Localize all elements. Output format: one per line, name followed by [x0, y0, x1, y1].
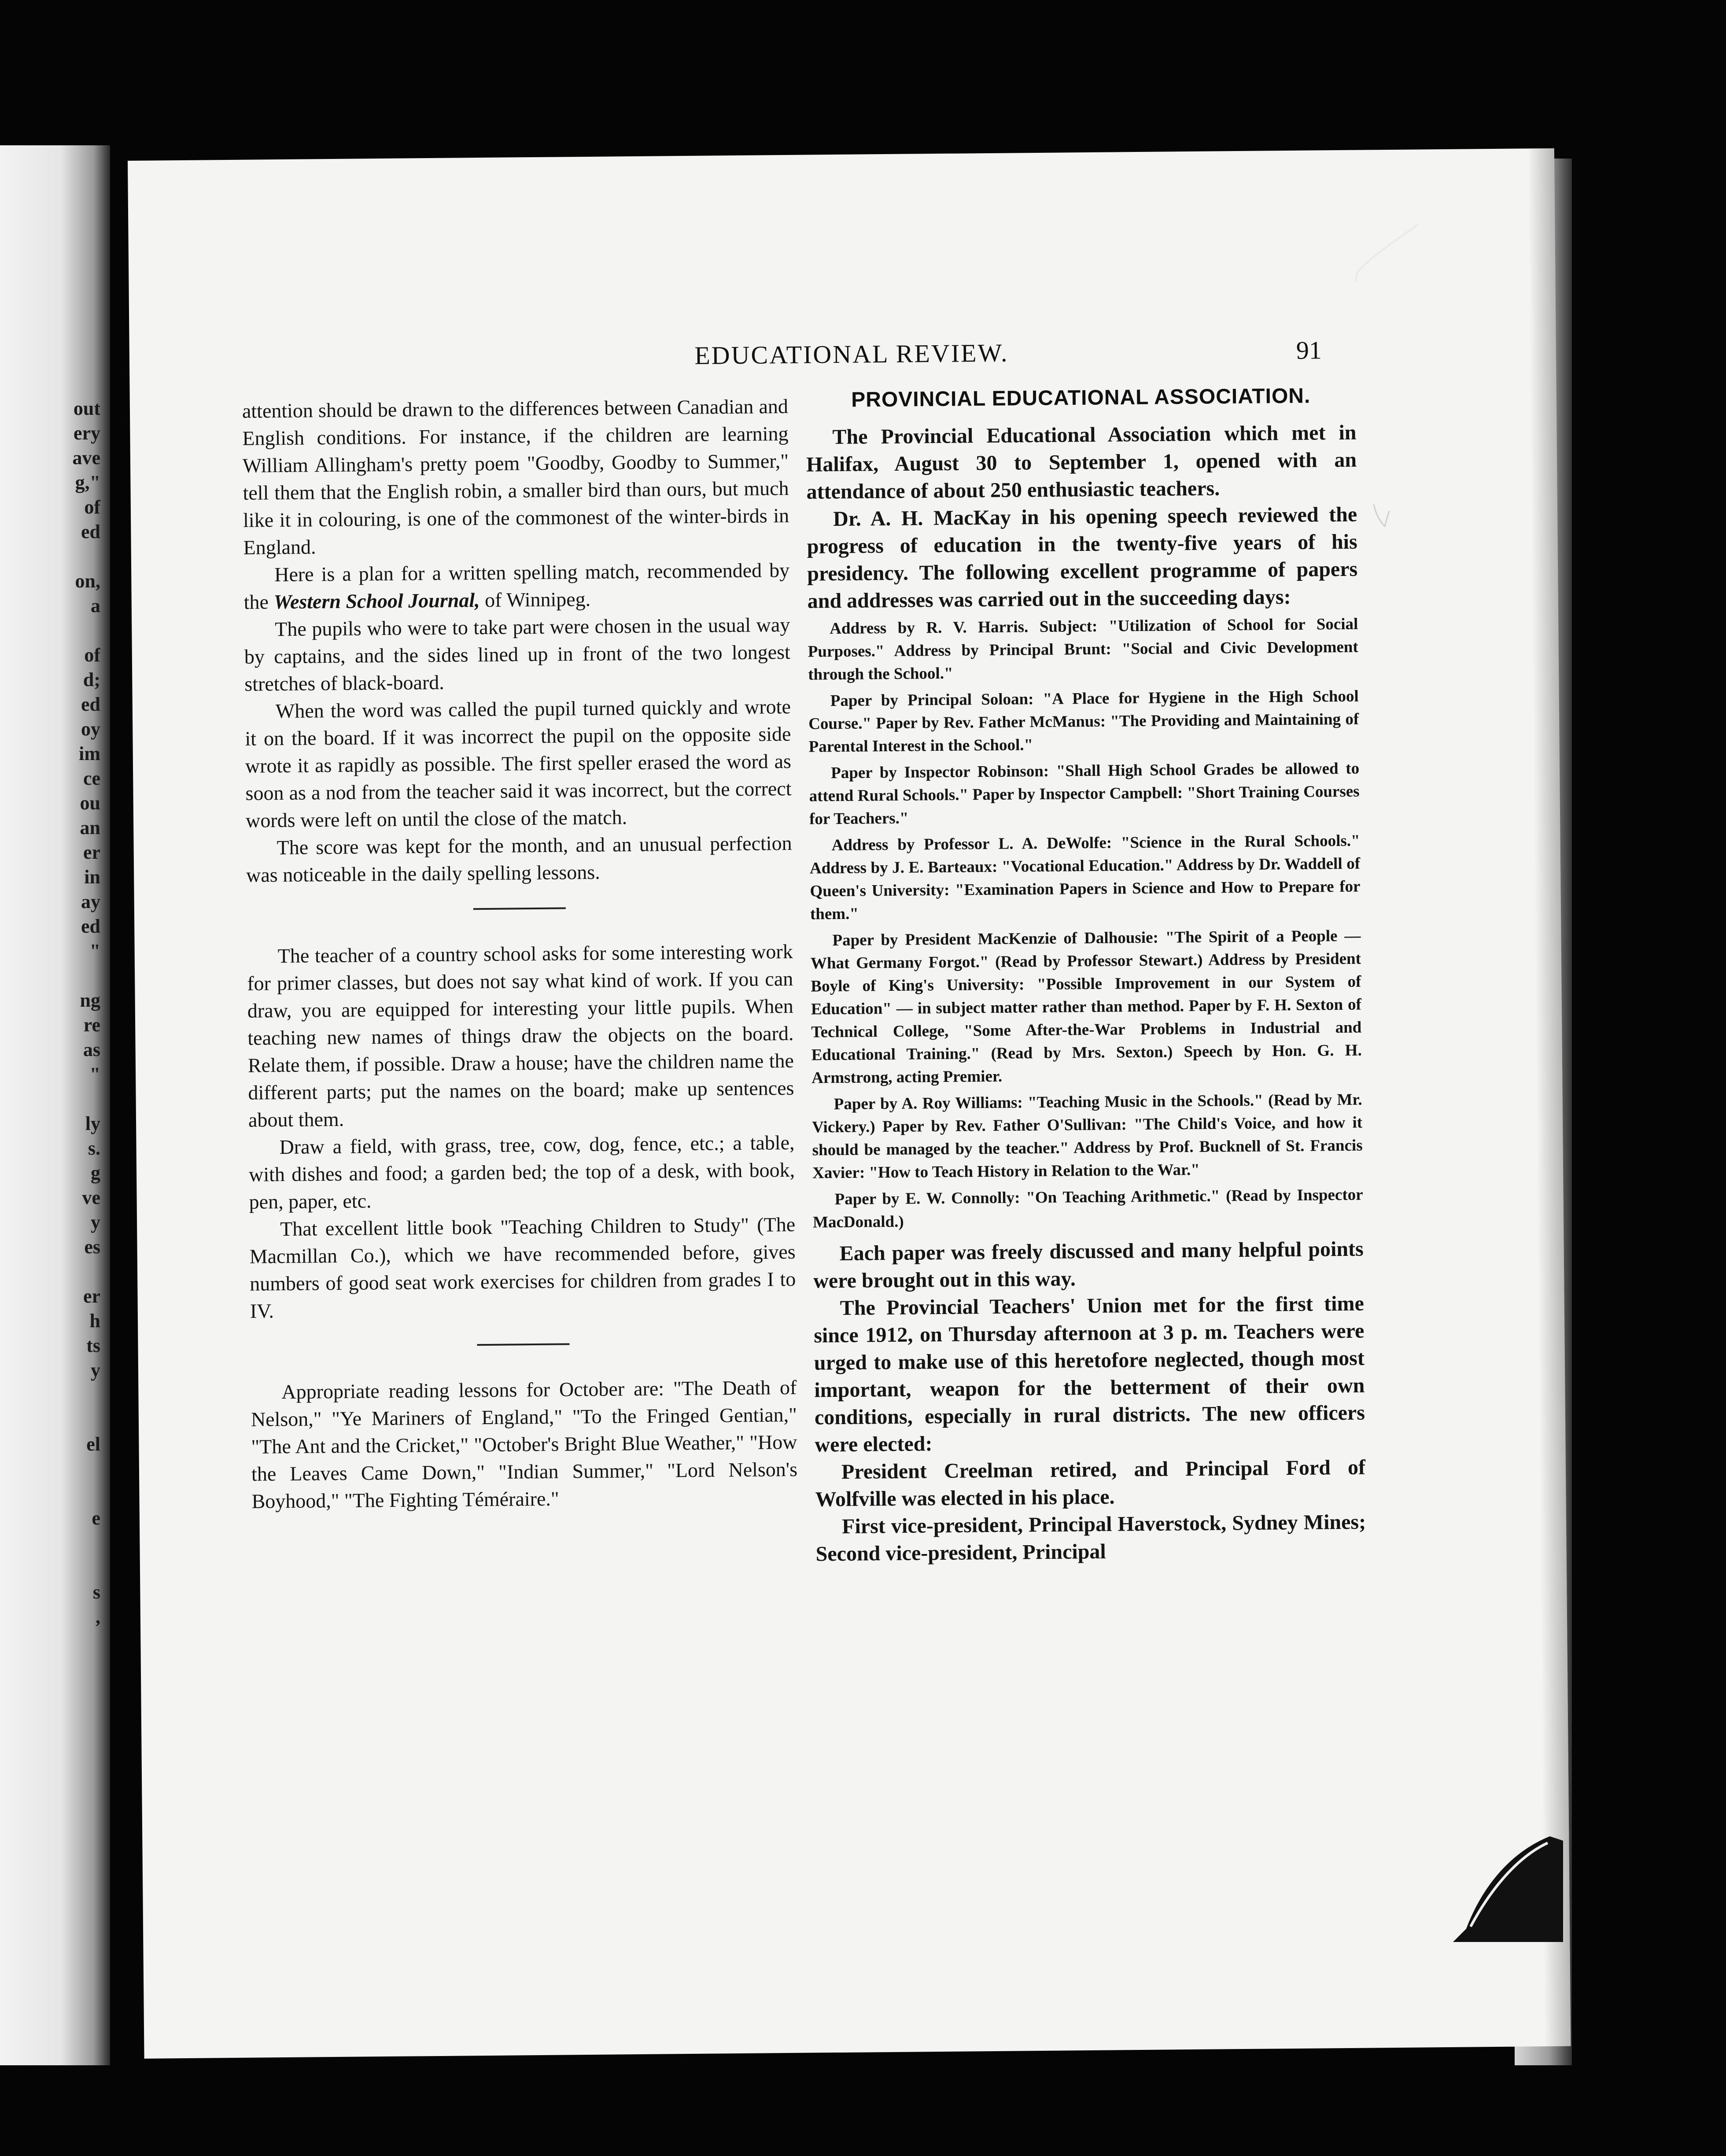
programme-item: Paper by E. W. Connolly: "On Teaching Arithmetic." (Read by Inspector MacDonald.)	[812, 1185, 1363, 1232]
facing-page-fragment: in	[84, 866, 100, 888]
facing-page-fragment: ts	[86, 1335, 100, 1356]
page-tab-corner	[1453, 1827, 1567, 1942]
facing-page-fragment: ed	[81, 694, 100, 715]
closing-paragraph-1: Each paper was freely discussed and many helpful points were brought out in this way.	[813, 1237, 1364, 1293]
closing-block	[813, 1236, 1366, 1568]
facing-page-fragment: re	[83, 1014, 100, 1036]
facing-page-edge	[0, 145, 110, 2065]
closing-paragraph-3: President Creelman retired, and Principal Ford of Wolfville was elected in his place.	[815, 1455, 1366, 1511]
section-divider-2	[477, 1343, 569, 1346]
facing-page-fragment: ly	[85, 1113, 100, 1134]
programme-item: Address by R. V. Harris. Subject: "Utilization of School for Social Purposes." Address by Principal Brunt: "Social and Civic Development through the School."	[808, 615, 1358, 684]
facing-page-fragment: y	[91, 1211, 100, 1233]
facing-page-fragment: ay	[81, 891, 100, 912]
facing-page-fragment: of	[84, 496, 100, 518]
facing-page-fragment: ed	[81, 916, 100, 937]
programme-item: Paper by President MacKenzie of Dalhousie: "The Spirit of a People — What Germany Forgot." (Read by Professor Stewart.) Address by President Boyle of King's University: "Possible Improvement in our System of Education" — in subject matter rather than method. Paper by F. H. Sexton of Technical College, "Some After-the-War Problems in Industrial and Educational Training." (Read by Mrs. Sexton.) Speech by Hon. G. H. Armstrong, acting Premier.	[810, 927, 1362, 1087]
facing-page-fragment: ou	[80, 792, 100, 814]
facing-page-fragment: "	[89, 1063, 100, 1085]
facing-page-fragment: a	[91, 595, 100, 617]
left-paragraph-7: Draw a field, with grass, tree, cow, dog, fence, etc.; a table, with dishes and food; a garden bed; the top of a desk, with book, pen, paper, etc.	[248, 1131, 795, 1213]
facing-page-fragment: er	[83, 1285, 100, 1307]
facing-page-fragment	[48, 1481, 100, 1506]
programme-item: Paper by Inspector Robinson: "Shall High School Grades be allowed to attend Rural Schools." Paper by Inspector Campbell: "Short Training Courses for Teachers."	[809, 759, 1360, 828]
scanned-page	[128, 148, 1571, 2059]
section-divider-1	[473, 907, 566, 910]
left-paragraph-8: That excellent little book "Teaching Children to Study" (The Macmillan Co.), which we have recommended before, gives numbers of good seat work exercises for children from grades I to IV.	[249, 1213, 796, 1322]
section-heading: PROVINCIAL EDUCATIONAL ASSOCIATION.	[851, 384, 1311, 412]
facing-page-fragment: of	[84, 644, 100, 666]
programme-item: Address by Professor L. A. DeWolfe: "Science in the Rural Schools." Address by J. E. Barteaux: "Vocational Education." Address by Dr. Waddell of Queen's University: "Examination Papers in Science and How to Prepare for them."	[809, 831, 1361, 923]
facing-page-fragment	[48, 964, 100, 988]
facing-page-fragment: g	[91, 1162, 100, 1184]
facing-page-fragment: ce	[83, 768, 100, 789]
programme-item: Paper by A. Roy Williams: "Teaching Music in the Schools." (Read by Mr. Vickery.) Paper by Rev. Father O'Sullivan: "The Child's Voice, and how it should be managed by the teacher." Address by Prof. Bucknell of St. Francis Xavier: "How to Teach History in Relation to the War."	[812, 1090, 1363, 1182]
left-paragraph-4: When the word was called the pupil turned quickly and wrote it on the board. If it was incorrect the pupil on the opposite side wrote it as rapidly as possible. The first speller erased the word as soon as a nod from the teacher said it was incorrect, but the correct words were left on until the close of the match.	[245, 695, 792, 832]
intro-paragraph-1: The Provincial Educational Association which met in Halifax, August 30 to September 1, opened with an attendance of about 250 enthusiastic teachers.	[806, 421, 1357, 504]
facing-page-fragment: h	[89, 1310, 100, 1332]
facing-page-fragment	[48, 544, 100, 569]
programme-list	[808, 613, 1363, 1234]
facing-page-text-fragments	[48, 396, 100, 1629]
facing-page-fragment: g,"	[75, 472, 100, 493]
facing-page-fragment	[48, 1457, 100, 1481]
left-paragraph-3: The pupils who were to take part were chosen in the usual way by captains, and the sides lined up in front of the two longest stretches of black-board.	[244, 613, 791, 695]
facing-page-fragment: s.	[88, 1137, 100, 1159]
left-paragraph-1: attention should be drawn to the differences between Canadian and English conditions. For instance, if the children are learning William Allingham's pretty poem "Goodby, Goodby to Summer," tell them that the English robin, a smaller bird than ours, but much like it in colouring, is one of the commonest of the winter-birds in England.	[242, 395, 789, 559]
facing-page-fragment: el	[86, 1433, 100, 1455]
pen-stroke-mark	[1352, 220, 1422, 286]
pencil-tick-mark	[1372, 502, 1394, 528]
left-column	[242, 393, 798, 1515]
facing-page-fragment: er	[83, 842, 100, 863]
right-column	[806, 384, 1366, 1568]
para2-text-start: Here is a plan for a written spelling match, recommended by the	[243, 558, 790, 613]
facing-page-fragment	[48, 1383, 100, 1407]
left-paragraph-9: Appropriate reading lessons for October are: "The Death of Nelson," "Ye Mariners of England," "To the Fringed Gentian," "The Ant and the Cricket," "October's Bright Blue Weather," "How the Leaves Came Down," "Indian Summer," "Lord Nelson's Boyhood," "The Fighting Téméraire."	[251, 1376, 798, 1513]
left-paragraph-2	[243, 557, 790, 616]
facing-page-fragment: ave	[72, 447, 100, 469]
facing-page-fragment: ng	[80, 989, 100, 1011]
facing-page-fragment: ery	[73, 422, 100, 444]
facing-page-fragment: y	[91, 1359, 100, 1381]
running-title: EDUCATIONAL REVIEW.	[694, 338, 1009, 370]
closing-paragraph-2: The Provincial Teachers' Union met for the first time since 1912, on Thursday afternoon at 3 p. m. Teachers were urged to make use of this heretofore neglected, though most important, weapon for the betterment of their own conditions, especially in rural districts. The new officers were elected:	[814, 1292, 1365, 1457]
facing-page-fragment: "	[89, 940, 100, 962]
facing-page-fragment	[48, 1531, 100, 1555]
facing-page-fragment: out	[73, 398, 100, 419]
facing-page-fragment: on,	[75, 570, 100, 592]
closing-paragraph-4: First vice-president, Principal Haverstock, Sydney Mines; Second vice-president, Principal	[815, 1510, 1366, 1566]
facing-page-fragment: ed	[81, 521, 100, 543]
facing-page-fragment	[48, 1407, 100, 1432]
facing-page-fragment: e	[92, 1507, 100, 1529]
page-number: 91	[1296, 336, 1322, 365]
facing-page-fragment: es	[84, 1236, 100, 1258]
facing-page-fragment: an	[80, 817, 100, 838]
intro-paragraph-2: Dr. A. H. MacKay in his opening speech reviewed the progress of education in the twenty-five years of his presidency. The following excellent programme of papers and addresses was carried out in the succeeding days:	[807, 502, 1358, 613]
para2-text-end: of Winnipeg.	[479, 587, 591, 612]
journal-title: Western School Journal,	[273, 589, 480, 613]
left-paragraph-5: The score was kept for the month, and an unusual perfection was noticeable in the daily spelling lessons.	[246, 831, 792, 886]
facing-page-fragment: s	[92, 1581, 100, 1603]
facing-page-fragment: d;	[83, 669, 100, 690]
facing-page-fragment	[48, 1555, 100, 1580]
facing-page-fragment: oy	[81, 718, 100, 740]
facing-page-fragment: ve	[82, 1187, 100, 1208]
facing-page-fragment: im	[79, 743, 100, 764]
intro-block	[806, 419, 1358, 615]
left-paragraph-6: The teacher of a country school asks for some interesting work for primer classes, but does not say what kind of work. If you can draw, you are equipped for interesting your little pupils. When teaching new names of things draw the objects on the board. Relate them, if possible. Draw a house; have the children name the different parts; put the names on the board; make up sentences about them.	[247, 940, 794, 1131]
facing-page-fragment: ,	[96, 1606, 100, 1628]
facing-page-fragment	[48, 1087, 100, 1111]
facing-page-fragment	[48, 618, 100, 643]
facing-page-fragment	[48, 1259, 100, 1284]
facing-page-fragment: as	[83, 1039, 100, 1060]
programme-item: Paper by Principal Soloan: "A Place for Hygiene in the High School Course." Paper by Rev. Father McManus: "The Providing and Maintaining of Parental Interest in the School."	[808, 687, 1359, 756]
